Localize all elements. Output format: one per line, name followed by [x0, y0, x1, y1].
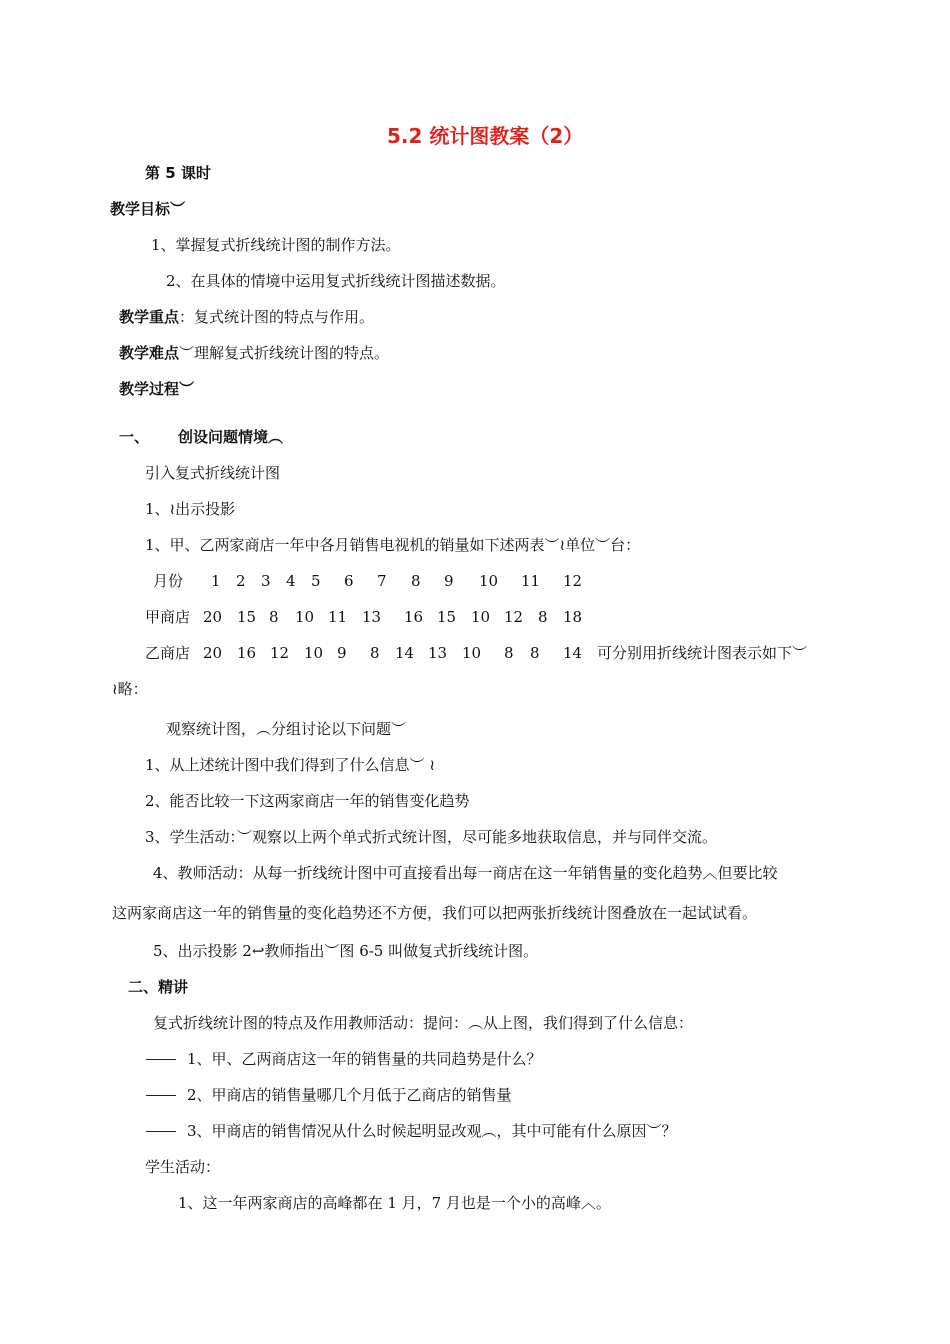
month-cell: 9	[444, 572, 454, 590]
discussion-item: 1、甲、乙两商店这一年的销售量的共同趋势是什么？	[187, 1050, 542, 1068]
key-point-text: ：复式统计图的特点与作用。	[179, 308, 375, 326]
store-a-cell: 20	[203, 608, 223, 626]
discussion-item: 2、甲商店的销售量哪几个月低于乙商店的销售量	[187, 1086, 512, 1104]
store-a-cell: 10	[295, 608, 315, 626]
dash-marker	[146, 1095, 176, 1096]
question-item-cont: 这两家商店这一年的销售量的变化趋势还不方便，我们可以把两张折线统计图叠放在一起试试看。	[112, 904, 758, 922]
store-b-cell: 8	[530, 644, 540, 662]
month-cell: 4	[286, 572, 296, 590]
question-item: 2、能否比较一下这两家商店一年的销售变化趋势	[145, 792, 470, 810]
sales-table	[0, 571, 950, 671]
store-a-cell: 13	[362, 608, 382, 626]
section1-item: 1、甲、乙两家商店一年中各月销售电视机的销量如下述两表︶≀单位︶台：	[145, 536, 641, 554]
store-b-cell: 16	[237, 644, 257, 662]
student-activity-label: 学生活动：	[145, 1158, 221, 1176]
store-b-cell: 14	[563, 644, 583, 662]
store-b-cell: 10	[462, 644, 482, 662]
month-cell: 7	[377, 572, 387, 590]
month-cell: 6	[344, 572, 354, 590]
row-label-store-a: 甲商店	[145, 608, 191, 626]
difficulty	[119, 343, 389, 363]
store-a-cell: 18	[563, 608, 583, 626]
dash-marker	[146, 1059, 176, 1060]
store-b-cell: 12	[270, 644, 290, 662]
month-cell: 8	[411, 572, 421, 590]
month-cell: 2	[236, 572, 246, 590]
store-b-cell: 10	[304, 644, 324, 662]
key-point	[119, 307, 374, 327]
difficulty-text: ︶理解复式折线统计图的特点。	[179, 344, 390, 362]
section1-number: 一、	[119, 428, 150, 446]
store-b-cell: 20	[203, 644, 223, 662]
section2-heading: 二、精讲	[128, 978, 189, 996]
store-a-cell: 16	[404, 608, 424, 626]
section1-item: 1、≀出示投影	[145, 500, 236, 518]
question-item: 1、从上述统计图中我们得到了什么信息︶ ≀	[145, 756, 435, 774]
difficulty-label: 教学难点	[119, 344, 180, 362]
section1-title: 创设问题情境︵	[178, 428, 284, 446]
omitted-note: ≀略：	[112, 680, 148, 698]
row-label-month: 月份	[153, 572, 184, 590]
student-activity-item: 1、这一年两家商店的高峰都在 1 月，7 月也是一个小的高峰︿。	[178, 1194, 611, 1212]
observe-text: 观察统计图，︵分组讨论以下问题︶	[166, 720, 407, 738]
month-cell: 3	[261, 572, 271, 590]
month-cell: 11	[521, 572, 541, 590]
section2-intro: 复式折线统计图的特点及作用教师活动：提问：︵从上图，我们得到了什么信息：	[153, 1014, 694, 1032]
month-cell: 5	[311, 572, 321, 590]
question-item: 5、出示投影 2↩教师指出︶图 6-5 叫做复式折线统计图。	[153, 942, 539, 960]
key-point-label: 教学重点	[119, 308, 180, 326]
store-a-cell: 8	[538, 608, 548, 626]
store-b-cell: 9	[337, 644, 347, 662]
question-item: 4、教师活动：从每一折线统计图中可直接看出每一商店在这一年销售量的变化趋势︿但要比较	[153, 864, 778, 882]
month-cell: 10	[479, 572, 499, 590]
objective-item: 2、在具体的情境中运用复式折线统计图描述数据。	[166, 272, 506, 290]
month-cell: 1	[211, 572, 221, 590]
objective-item: 1、掌握复式折线统计图的制作方法。	[151, 236, 401, 254]
store-b-cell: 13	[428, 644, 448, 662]
store-a-cell: 15	[437, 608, 457, 626]
store-a-cell: 11	[328, 608, 348, 626]
month-cell: 12	[563, 572, 583, 590]
section1-intro: 引入复式折线统计图	[145, 464, 281, 482]
store-b-cell: 8	[504, 644, 514, 662]
process-heading: 教学过程︶	[119, 380, 195, 398]
page-title: 5.2 统计图教案（2）	[387, 124, 584, 148]
table-trailing-text: 可分别用折线统计图表示如下︶	[597, 644, 808, 662]
row-label-store-b: 乙商店	[145, 644, 191, 662]
dash-marker	[146, 1131, 176, 1132]
objectives-heading: 教学目标︶	[110, 200, 186, 218]
store-a-cell: 10	[471, 608, 491, 626]
discussion-item: 3、甲商店的销售情况从什么时候起明显改观︵，其中可能有什么原因︶？	[187, 1122, 677, 1140]
store-a-cell: 12	[504, 608, 524, 626]
store-a-cell: 15	[237, 608, 257, 626]
store-b-cell: 8	[370, 644, 380, 662]
question-item: 3、学生活动：︶观察以上两个单式折式统计图，尽可能多地获取信息，并与同伴交流。	[145, 828, 718, 846]
store-b-cell: 14	[395, 644, 415, 662]
store-a-cell: 8	[269, 608, 279, 626]
lesson-label: 第 5 课时	[145, 164, 211, 182]
